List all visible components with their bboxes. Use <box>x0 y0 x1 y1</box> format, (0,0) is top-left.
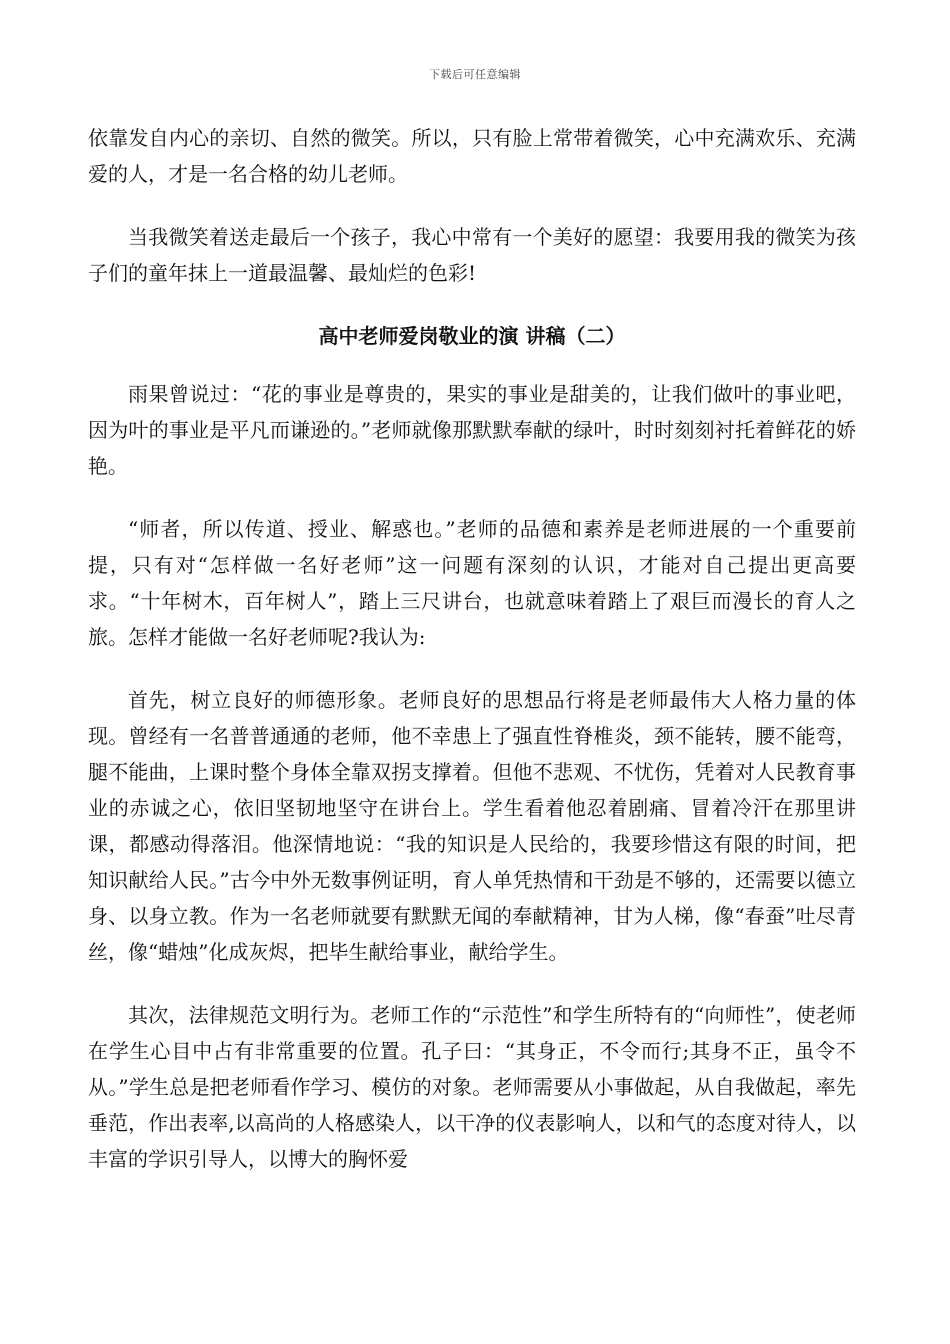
paragraph-hugo-quote: 雨果曾说过：“花的事业是尊贵的，果实的事业是甜美的，让我们做叶的事业吧，因为叶的事业是平凡而谦逊的。”老师就像那默默奉献的绿叶，时时刻刻衬托着鲜花的娇艳。 <box>88 382 856 478</box>
paragraph-teacher-role: “师者，所以传道、授业、解惑也。”老师的品德和素养是老师进展的一个重要前提，只有对“怎样做一名好老师”这一问题有深刻的认识，才能对自己提出更高要求。“十年树木，百年树人”，踏上三尺讲台，也就意味着踏上了艰巨而漫长的育人之旅。怎样才能做一名好老师呢?我认为: <box>88 517 856 649</box>
section-title: 高中老师爱岗敬业的演 讲稿（二） <box>318 324 626 348</box>
paragraph-wish: 当我微笑着送走最后一个孩子，我心中常有一个美好的愿望：我要用我的微笑为孩子们的童年抹上一道最温馨、最灿烂的色彩! <box>88 225 856 285</box>
paragraph-second-point: 其次，法律规范文明行为。老师工作的“示范性”和学生所特有的“向师性”，使老师在学生心目中占有非常重要的位置。孔子曰：“其身正，不令而行;其身不正，虽令不从。”学生总是把老师看作学习、模仿的对象。老师需要从小事做起，从自我做起，率先垂范，作出表率,以高尚的人格感染人，以干净的仪表影响人，以和气的态度对待人，以丰富的学识引导人，以博大的胸怀爱 <box>88 1003 856 1171</box>
document-body <box>88 120 856 1204</box>
header-note: 下载后可任意编辑 <box>429 68 521 81</box>
paragraph-first-point: 首先，树立良好的师德形象。老师良好的思想品行将是老师最伟大人格力量的体现。曾经有一名普普通通的老师，他不幸患上了强直性脊椎炎，颈不能转，腰不能弯，腿不能曲，上课时整个身体全靠双拐支撑着。但他不悲观、不忧伤，凭着对人民教育事业的赤诚之心，依旧坚韧地坚守在讲台上。学生看着他忍着剧痛、冒着冷汗在那里讲课，都感动得落泪。他深情地说：“我的知识是人民给的，我要珍惜这有限的时间，把知识献给人民。”古今中外无数事例证明，育人单凭热情和干劲是不够的，还需要以德立身、以身立教。作为一名老师就要有默默无闻的奉献精神，甘为人梯，像“春蚕”吐尽青丝，像“蜡烛”化成灰烬，把毕生献给事业，献给学生。 <box>88 688 856 964</box>
paragraph-continuation: 依靠发自内心的亲切、自然的微笑。所以，只有脸上常带着微笑，心中充满欢乐、充满爱的人，才是一名合格的幼儿老师。 <box>88 126 856 186</box>
